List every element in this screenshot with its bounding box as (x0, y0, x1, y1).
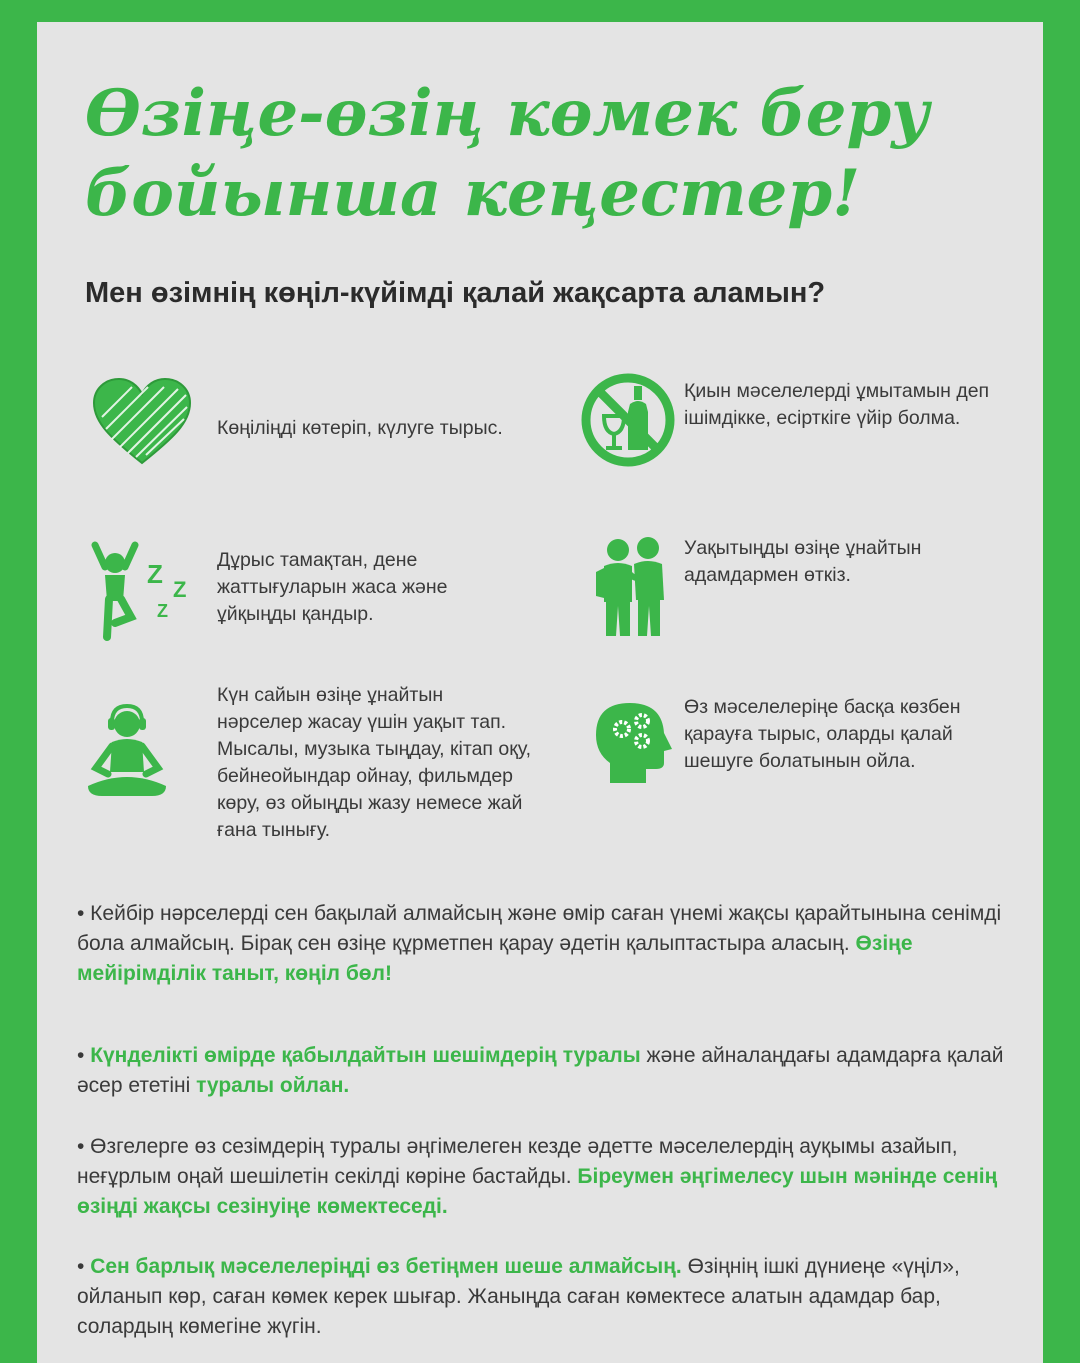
title-line-2: бойынша кеңестер! (85, 156, 861, 231)
tip-friends (577, 532, 1037, 652)
tip-no-alcohol (577, 372, 1037, 492)
paragraph-3 (77, 1132, 1037, 1222)
paragraph-text: Өзіңнің ішкі дүниеңе «үңіл», ойланып көр, саған көмек керек шығар. Жаныңда саған көмектесе алатын адамдар бар, солардың көмегіне жүгін. (77, 1255, 960, 1338)
tip-perspective (577, 687, 1037, 797)
tip-text: Көңіліңді көтеріп, күлуге тырыс. (217, 417, 503, 439)
tip-hobbies (77, 677, 577, 847)
paragraph-highlight: Өзіңе мейірімділік таныт, көңіл бөл! (77, 932, 913, 985)
paragraph-text: • Өзгелерге өз сезімдерің туралы әңгімелеген кезде әдетте мәселелердің ауқымы азайып, неғұрлым оңай шешілетін секілді көріне бастайды. (77, 1135, 958, 1188)
paragraph-text: • Кейбір нәрселерді сен бақылай алмайсың және өмір саған үнемі жақсы қарайтынына сенімді бола алмайсың. Бірақ сен өзіңе құрметпен қарау әдетін қалыптастыра аласың. (77, 902, 1002, 955)
exercise-sleep-icon (87, 537, 197, 647)
paragraph-highlight: Сен барлық мәселелеріңді өз бетіңмен шеше алмайсың. (90, 1255, 682, 1278)
content-panel (37, 22, 1043, 1363)
paragraph-text: • (77, 1255, 91, 1278)
svg-text:Z: Z (173, 577, 187, 602)
paragraph-1 (77, 899, 1037, 989)
subtitle: Мен өзімнің көңіл-күйімді қалай жақсарта аламын? (85, 277, 826, 309)
tip-text: Күн сайын өзіңе ұнайтын нәрселер жасау үшін уақыт тап. Мысалы, музыка тыңдау, кітап оқу, бейнеойындар ойнау, фильмдер көру, өз ойыңды жазу немесе жай ғана тынығу. (217, 684, 531, 841)
no-alcohol-icon (580, 372, 676, 468)
svg-text:Z: Z (157, 601, 168, 621)
paragraph-highlight: Біреумен әңгімелесу шын мәнінде сенің өзіңді жақсы сезінуіңе көмектеседі. (77, 1165, 998, 1218)
head-gears-icon (592, 697, 672, 787)
tip-text: Қиын мәселелерді ұмытамын деп ішімдікке, есірткіге үйір болма. (684, 380, 990, 429)
paragraph-highlight: Күнделікті өмірде қабылдайтын шешімдерің туралы (90, 1044, 641, 1067)
paragraph-2 (77, 1041, 1037, 1101)
friends-icon (592, 532, 672, 642)
paragraph-text: және айналаңдағы адамдарға қалай әсер ететіні (77, 1044, 1004, 1097)
meditation-icon (82, 702, 172, 802)
heart-icon (92, 377, 192, 467)
paragraph-4 (77, 1252, 1037, 1342)
paragraph-highlight: туралы ойлан. (196, 1074, 350, 1097)
tip-text: Өз мәселелеріңе басқа көзбен қарауға тырыс, оларды қалай шешуге болатынын ойла. (684, 696, 961, 772)
paragraph-text: • (77, 1044, 91, 1067)
page-title (85, 74, 1005, 234)
svg-text:Z: Z (147, 559, 163, 589)
tip-healthy (87, 537, 577, 647)
tip-text: Дұрыс тамақтан, дене жаттығуларын жаса және ұйқыңды қандыр. (217, 549, 448, 625)
title-line-1: Өзіңе-өзің көмек беру (85, 76, 930, 151)
tip-laugh (87, 372, 557, 482)
tip-text: Уақытыңды өзіңе ұнайтын адамдармен өткіз. (684, 537, 922, 586)
